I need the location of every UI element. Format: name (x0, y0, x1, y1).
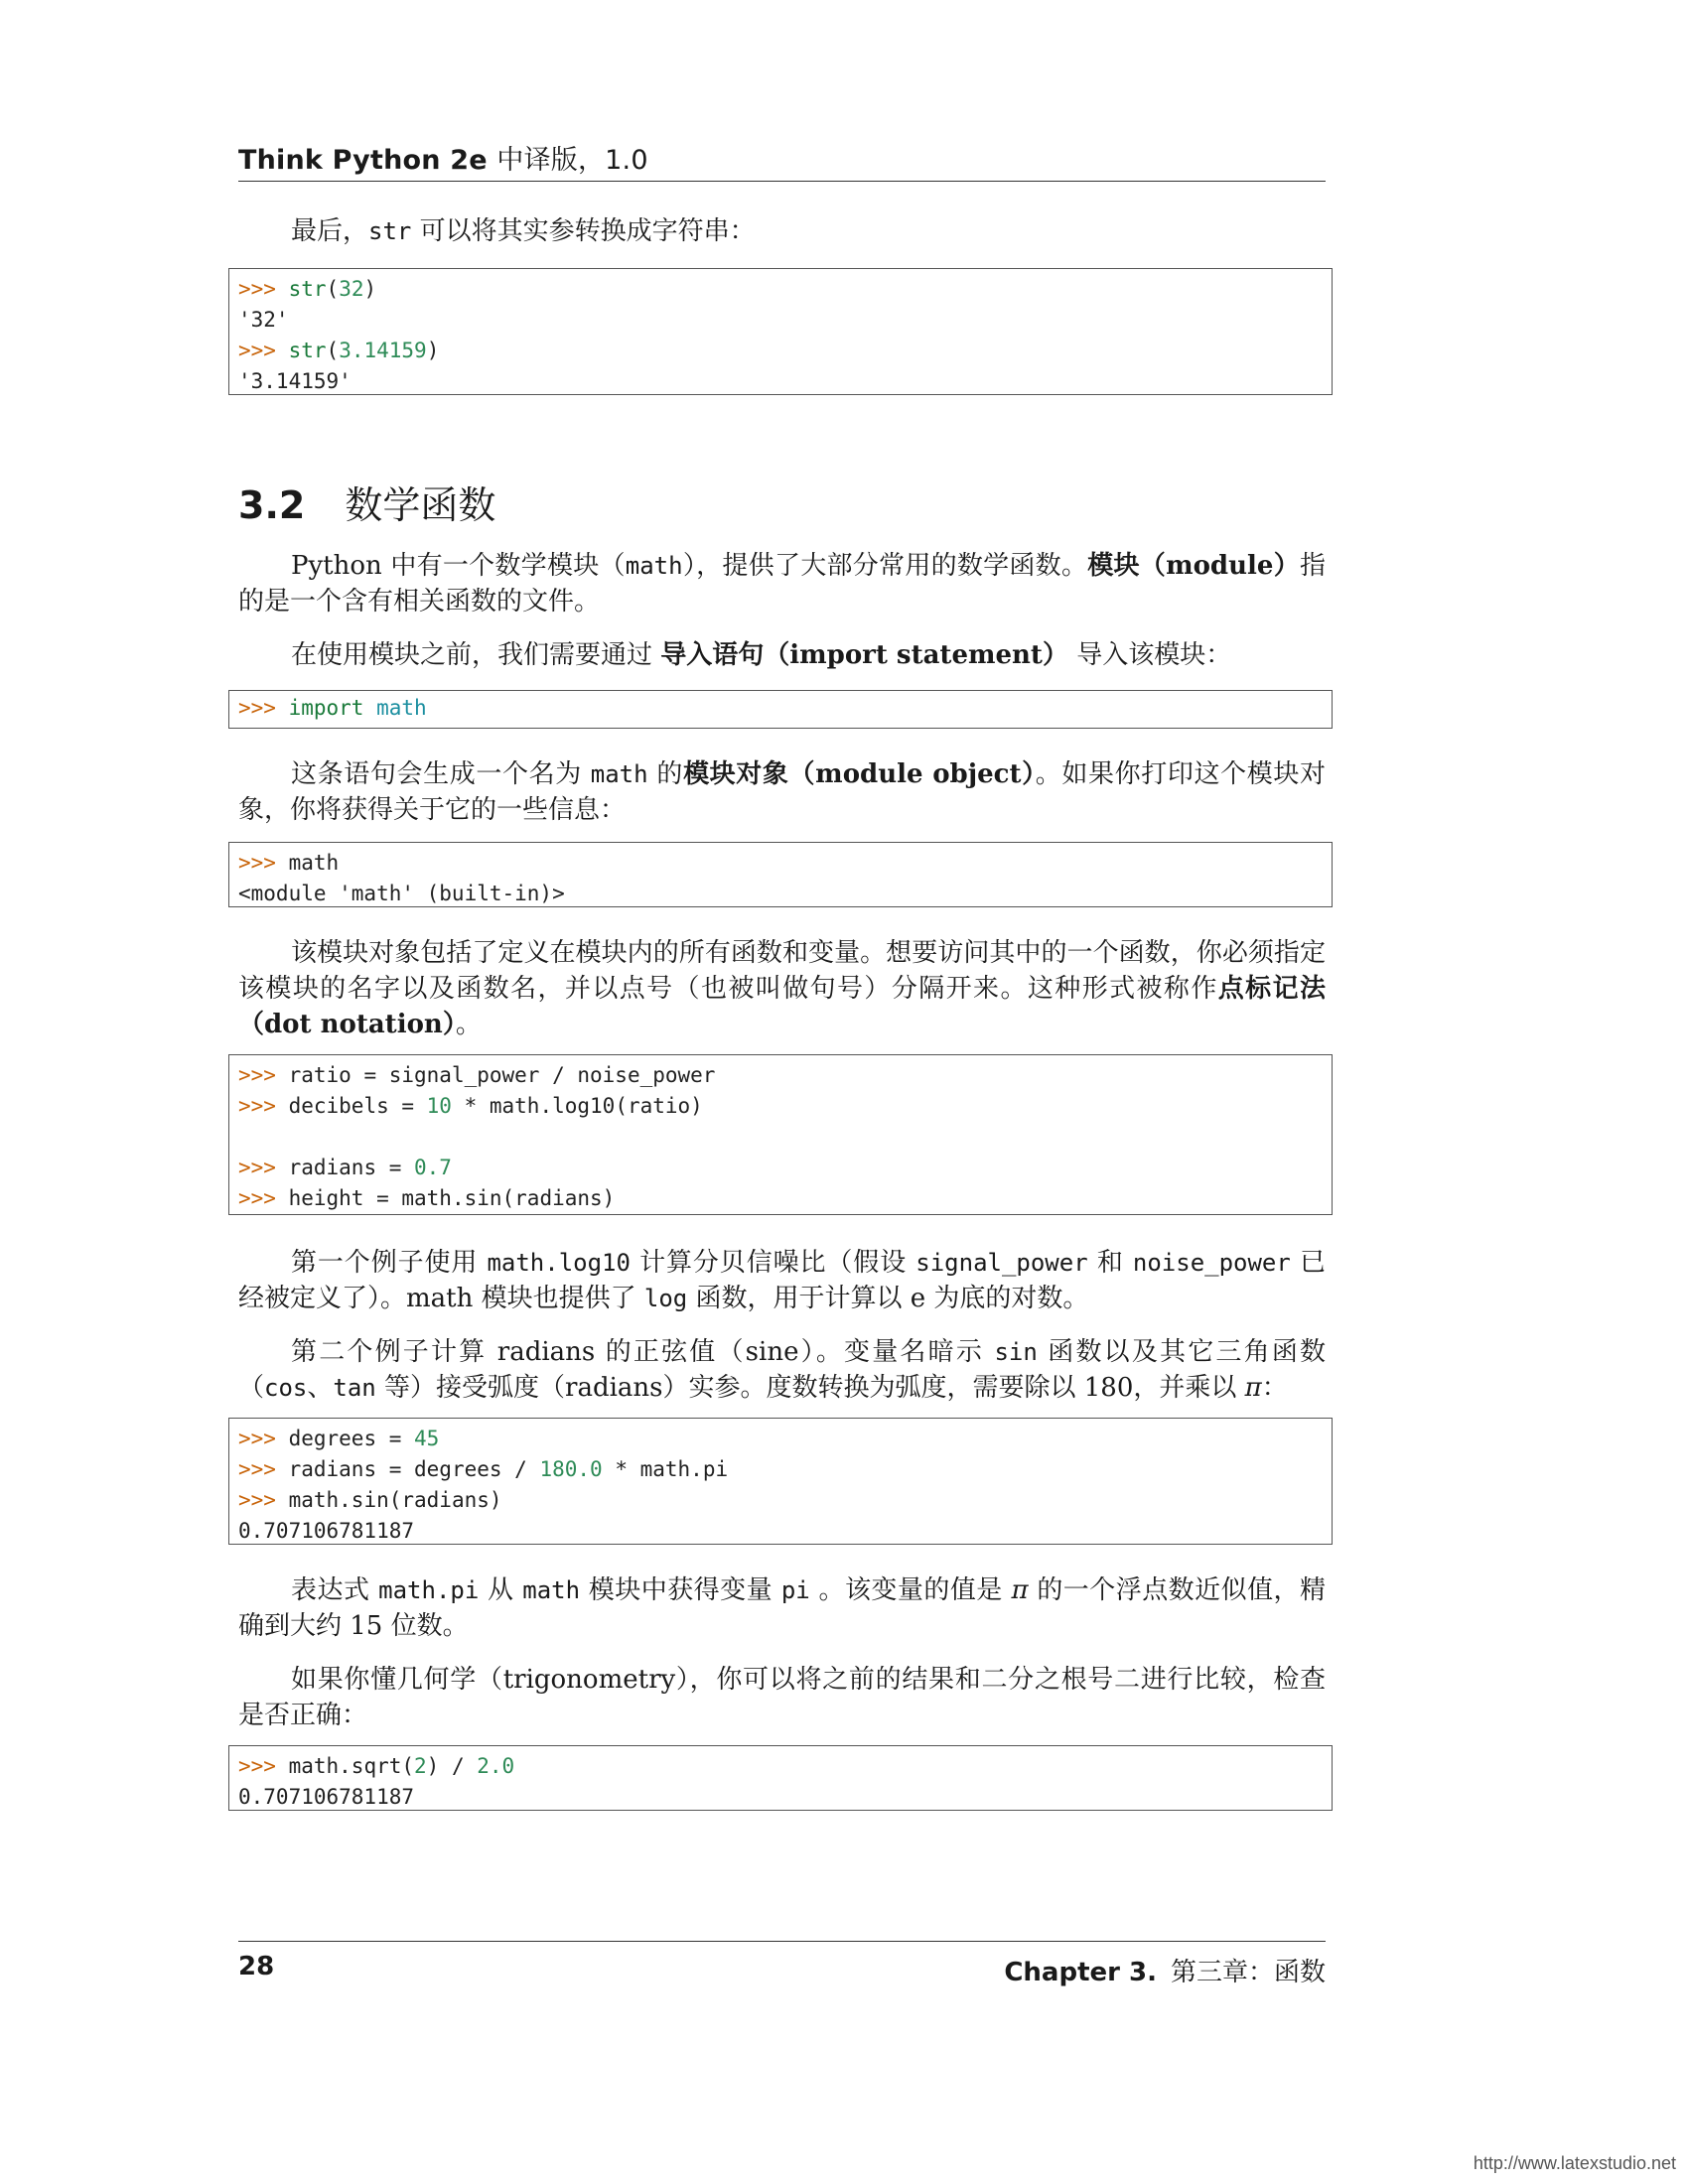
paragraph-import-statement: 在使用模块之前，我们需要通过 导入语句（import statement） 导入该模块： (291, 640, 1232, 670)
page-footer (238, 1941, 1326, 1987)
book-title: Think Python 2e 中译版，1.0 (238, 145, 648, 176)
page-number: 28 (238, 1952, 275, 1981)
paragraph-trigonometry: 如果你懂几何学（trigonometry），你可以将之前的结果和二分之根号二进行比较，检查是否正确： (238, 1665, 1326, 1730)
paragraph-str-intro: 最后，str 可以将其实参转换成字符串： (291, 216, 756, 246)
paragraph-dot-notation: 该模块对象包括了定义在模块内的所有函数和变量。想要访问其中的一个函数，你必须指定该模块的名字以及函数名，并以点号（也被叫做句号）分隔开来。这种形式被称作点标记法（dot notation）。 (238, 938, 1326, 1039)
section-heading: 3.2 数学函数 (238, 483, 496, 527)
code-block-degrees: >>> degrees = 45 >>> radians = degrees / 180.0 * math.pi >>> math.sin(radians) 0.707106781187 (228, 1418, 1333, 1545)
code-block-decibels: >>> ratio = signal_power / noise_power >>> decibels = 10 * math.log10(ratio) >>> radians = 0.7 >>> height = math.sin(radians) (228, 1054, 1333, 1215)
code-block-str: >>> str(32) '32' >>> str(3.14159) '3.14159' (228, 268, 1333, 395)
paragraph-module-object: 这条语句会生成一个名为 math 的模块对象（module object）。如果你打印这个模块对象，你将获得关于它的一些信息： (238, 759, 1326, 825)
chapter-label: Chapter 3. 第三章：函数 (1004, 1958, 1326, 1987)
paragraph-math-module: Python 中有一个数学模块（math），提供了大部分常用的数学函数。模块（module）指的是一个含有相关函数的文件。 (238, 551, 1326, 616)
paragraph-sine: 第二个例子计算 radians 的正弦值（sine）。变量名暗示 sin 函数以及其它三角函数（cos、tan 等）接受弧度（radians）实参。度数转换为弧度，需要除以 180，并乘以 π： (238, 1337, 1327, 1403)
code-block-import: >>> import math (228, 690, 1333, 729)
code-block-math-repr: >>> math <module 'math' (built-in)> (228, 842, 1333, 907)
code-block-sqrt: >>> math.sqrt(2) / 2.0 0.707106781187 (228, 1745, 1333, 1811)
page-header (238, 139, 1326, 182)
paragraph-log10: 第一个例子使用 math.log10 计算分贝信噪比（假设 signal_power 和 noise_power 已经被定义了）。math 模块也提供了 log 函数，用于计算以 e 为底的对数。 (238, 1248, 1327, 1313)
watermark-url: http://www.latexstudio.net (1473, 2153, 1676, 2173)
paragraph-math-pi: 表达式 math.pi 从 math 模块中获得变量 pi 。该变量的值是 π 的一个浮点数近似值，精确到大约 15 位数。 (238, 1575, 1327, 1641)
